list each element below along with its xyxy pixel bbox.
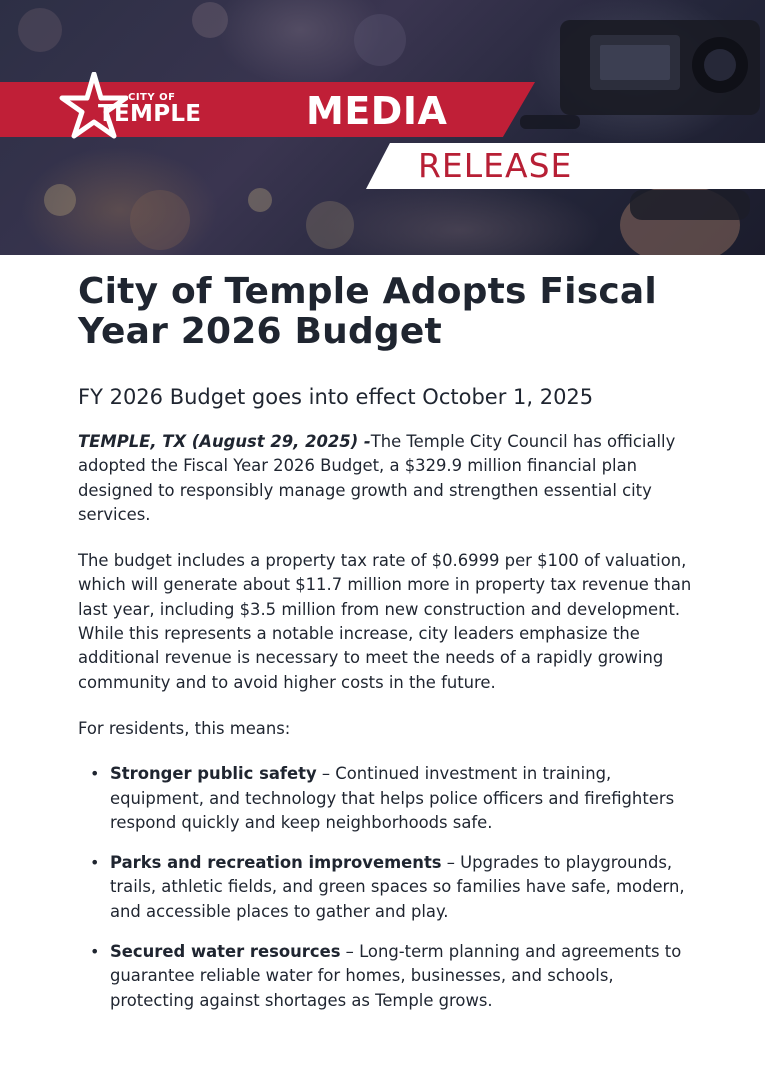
headline: City of Temple Adopts Fiscal Year 2026 Budget xyxy=(78,271,657,352)
logo-city-of: CITY OF xyxy=(128,92,176,103)
release-label: RELEASE xyxy=(418,146,573,185)
logo-temple: TEMPLE xyxy=(98,101,202,127)
article-body xyxy=(78,272,698,1029)
media-release-banner xyxy=(0,0,765,255)
benefits-list xyxy=(78,762,698,1013)
list-item xyxy=(78,762,698,835)
list-item xyxy=(78,940,698,1013)
bullet-title: Stronger public safety xyxy=(110,764,317,784)
tax-paragraph: The budget includes a property tax rate of $0.6999 per $100 of valuation, which will generate about $11.7 million more in property tax revenue than last year, including $3.5 million from new construction and development. While this represents a notable increase, city leaders emphasize the additional revenue is necessary to meet the needs of a rapidly growing community and to avoid higher costs in the future. xyxy=(78,551,692,692)
bullet-title: Parks and recreation improvements xyxy=(110,853,442,873)
intro-paragraph xyxy=(78,430,698,527)
dateline: TEMPLE, TX (August 29, 2025) - xyxy=(78,432,371,451)
bullet-text: – Continued investment in training, equipment, and technology that helps police officers and firefighters respond quickly and keep neighborhoods safe. xyxy=(110,764,675,832)
bullet-icon: • xyxy=(90,764,100,784)
list-item xyxy=(78,851,698,924)
media-label: MEDIA xyxy=(306,89,448,133)
bullet-icon: • xyxy=(90,853,100,873)
intro-text: The Temple City Council has officially adopted the Fiscal Year 2026 Budget, a $329.9 million financial plan designed to responsibly manage growth and strengthen essential city services. xyxy=(78,432,676,524)
subheadline: FY 2026 Budget goes into effect October 1, 2025 xyxy=(78,385,594,409)
bullet-icon: • xyxy=(90,942,100,962)
bullet-title: Secured water resources xyxy=(110,942,341,962)
list-intro: For residents, this means: xyxy=(78,718,291,738)
bullet-text: – Upgrades to playgrounds, trails, athletic fields, and green spaces so families have safe, modern, and accessible places to gather and play. xyxy=(110,853,685,921)
bullet-text: – Long-term planning and agreements to guarantee reliable water for homes, businesses, and schools, protecting against shortages as Temple grows. xyxy=(110,942,682,1010)
